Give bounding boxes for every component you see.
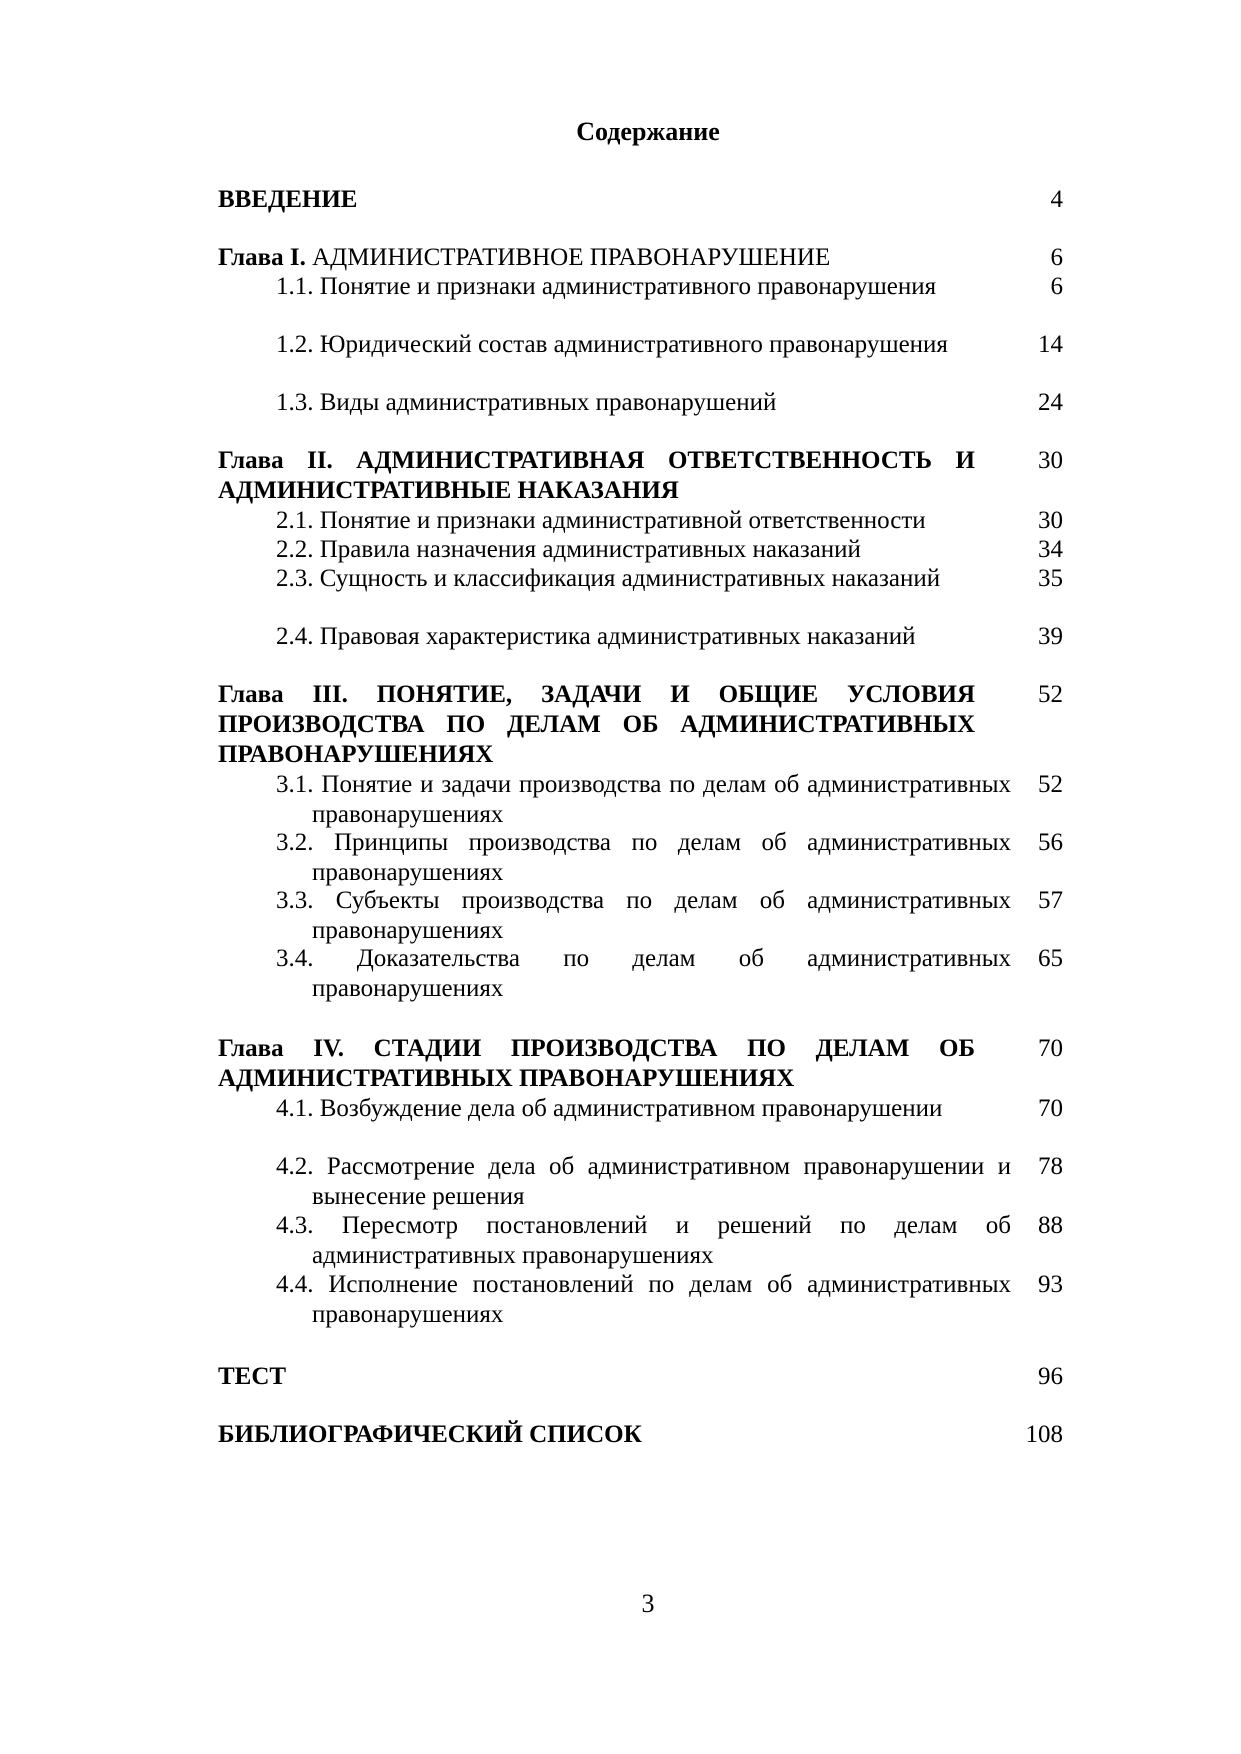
toc-page-number: 6 <box>1050 244 1063 271</box>
toc-section-2-2[interactable] <box>218 535 1063 565</box>
toc-section-3-3[interactable] <box>218 886 1063 946</box>
section-number: 1.1. <box>276 273 314 300</box>
section-label: Доказательства по делам об административных правонарушениях <box>312 945 1012 1002</box>
toc-chapter-1[interactable] <box>218 243 1063 273</box>
section-number: 2.4. <box>276 623 314 650</box>
section-label: Сущность и классификация административных наказаний <box>319 565 941 592</box>
toc-page-number: 78 <box>1038 1153 1063 1180</box>
toc-entry-test[interactable] <box>218 1362 1063 1392</box>
section-number: 4.4. <box>276 1271 314 1298</box>
toc-section-3-2[interactable] <box>218 828 1063 888</box>
toc-page-number: 70 <box>1038 1035 1063 1062</box>
toc-chapter-2[interactable] <box>218 446 1063 506</box>
section-number: 3.3. <box>276 887 314 914</box>
toc-page-number: 57 <box>1038 887 1063 914</box>
toc-page-number: 24 <box>1038 389 1063 416</box>
toc-page-number: 4 <box>1050 186 1063 213</box>
toc-chapter-label: Глава II. АДМИНИСТРАТИВНАЯ ОТВЕТСТВЕННОСТЬ И АДМИНИСТРАТИВНЫЕ НАКАЗАНИЯ <box>218 447 975 504</box>
toc-chapter-label: Глава IV. СТАДИИ ПРОИЗВОДСТВА ПО ДЕЛАМ ОБ АДМИНИСТРАТИВНЫХ ПРАВОНАРУШЕНИЯХ <box>218 1035 975 1092</box>
toc-page-number: 70 <box>1038 1095 1063 1122</box>
chapter-prefix: Глава I. <box>218 244 306 271</box>
toc-section-3-4[interactable] <box>218 944 1063 1004</box>
toc-section-1-1[interactable] <box>218 272 1063 302</box>
toc-page-number: 65 <box>1038 945 1063 972</box>
toc-section-1-2[interactable] <box>218 330 1063 360</box>
toc-entry-label: БИБЛИОГРАФИЧЕСКИЙ СПИСОК <box>218 1421 642 1448</box>
toc-page-number: 52 <box>1038 681 1063 708</box>
section-number: 4.3. <box>276 1212 314 1239</box>
section-label: Понятие и задачи производства по делам об административных правонарушениях <box>312 771 1012 828</box>
toc-section-2-4[interactable] <box>218 622 1063 652</box>
section-label: Понятие и признаки административного правонарушения <box>319 273 937 300</box>
toc-section-4-1[interactable] <box>218 1094 1063 1124</box>
toc-page-number: 96 <box>1038 1363 1063 1390</box>
toc-section-4-3[interactable] <box>218 1211 1063 1271</box>
section-label: Рассмотрение дела об административном правонарушении и вынесение решения <box>312 1153 1011 1210</box>
toc-entry-label: ТЕСТ <box>218 1363 287 1390</box>
section-number: 2.2. <box>276 536 314 563</box>
section-label: Возбуждение дела об административном правонарушении <box>319 1095 943 1122</box>
toc-page-number: 30 <box>1038 447 1063 474</box>
toc-page-number: 108 <box>1025 1421 1063 1448</box>
section-number: 2.3. <box>276 565 314 592</box>
toc-section-4-2[interactable] <box>218 1152 1063 1212</box>
toc-page-number: 6 <box>1050 273 1063 300</box>
toc-entry-bibliography[interactable] <box>218 1420 1063 1450</box>
section-label: Пересмотр постановлений и решений по делам об административных правонарушениях <box>312 1212 1011 1269</box>
section-label: Правовая характеристика административных наказаний <box>319 623 916 650</box>
section-label: Понятие и признаки административной ответственности <box>319 507 926 534</box>
toc-section-1-3[interactable] <box>218 388 1063 418</box>
toc-page-number: 35 <box>1038 565 1063 592</box>
toc-page-number: 52 <box>1038 771 1063 798</box>
section-number: 2.1. <box>276 507 314 534</box>
section-label: Исполнение постановлений по делам об административных правонарушениях <box>312 1271 1011 1328</box>
toc-page-number: 93 <box>1038 1271 1063 1298</box>
page-title: Содержание <box>576 117 720 146</box>
toc-chapter-3[interactable] <box>218 680 1063 770</box>
toc-page-number: 14 <box>1038 331 1063 358</box>
toc-chapter-label: АДМИНИСТРАТИВНОЕ ПРАВОНАРУШЕНИЕ <box>312 244 831 271</box>
toc-page-number: 56 <box>1038 829 1063 856</box>
section-number: 1.2. <box>276 331 314 358</box>
section-label: Правила назначения административных наказаний <box>319 536 861 563</box>
page-number: 3 <box>641 1589 655 1618</box>
toc-page-number: 88 <box>1038 1212 1063 1239</box>
section-number: 4.1. <box>276 1095 314 1122</box>
toc-section-3-1[interactable] <box>218 770 1063 830</box>
toc-entry-label: ВВЕДЕНИЕ <box>218 186 358 213</box>
toc-page-number: 30 <box>1038 507 1063 534</box>
section-number: 3.2. <box>276 829 314 856</box>
toc-page-number: 39 <box>1038 623 1063 650</box>
section-number: 3.1. <box>276 771 314 798</box>
section-label: Виды административных правонарушений <box>319 389 777 416</box>
toc-section-2-1[interactable] <box>218 506 1063 536</box>
toc-chapter-label: Глава III. ПОНЯТИЕ, ЗАДАЧИ И ОБЩИЕ УСЛОВИЯ ПРОИЗВОДСТВА ПО ДЕЛАМ ОБ АДМИНИСТРАТИВНЫХ ПРАВОНАРУШЕНИЯХ <box>218 681 975 768</box>
section-number: 1.3. <box>276 389 314 416</box>
section-number: 3.4. <box>276 945 314 972</box>
toc-chapter-4[interactable] <box>218 1034 1063 1094</box>
section-label: Субъекты производства по делам об административных правонарушениях <box>312 887 1011 944</box>
toc-section-2-3[interactable] <box>218 564 1063 594</box>
section-label: Принципы производства по делам об административных правонарушениях <box>312 829 1012 886</box>
section-label: Юридический состав административного правонарушения <box>319 331 948 358</box>
toc-entry-intro[interactable] <box>218 185 1063 215</box>
section-number: 4.2. <box>276 1153 314 1180</box>
toc-section-4-4[interactable] <box>218 1270 1063 1330</box>
toc-page-number: 34 <box>1038 536 1063 563</box>
